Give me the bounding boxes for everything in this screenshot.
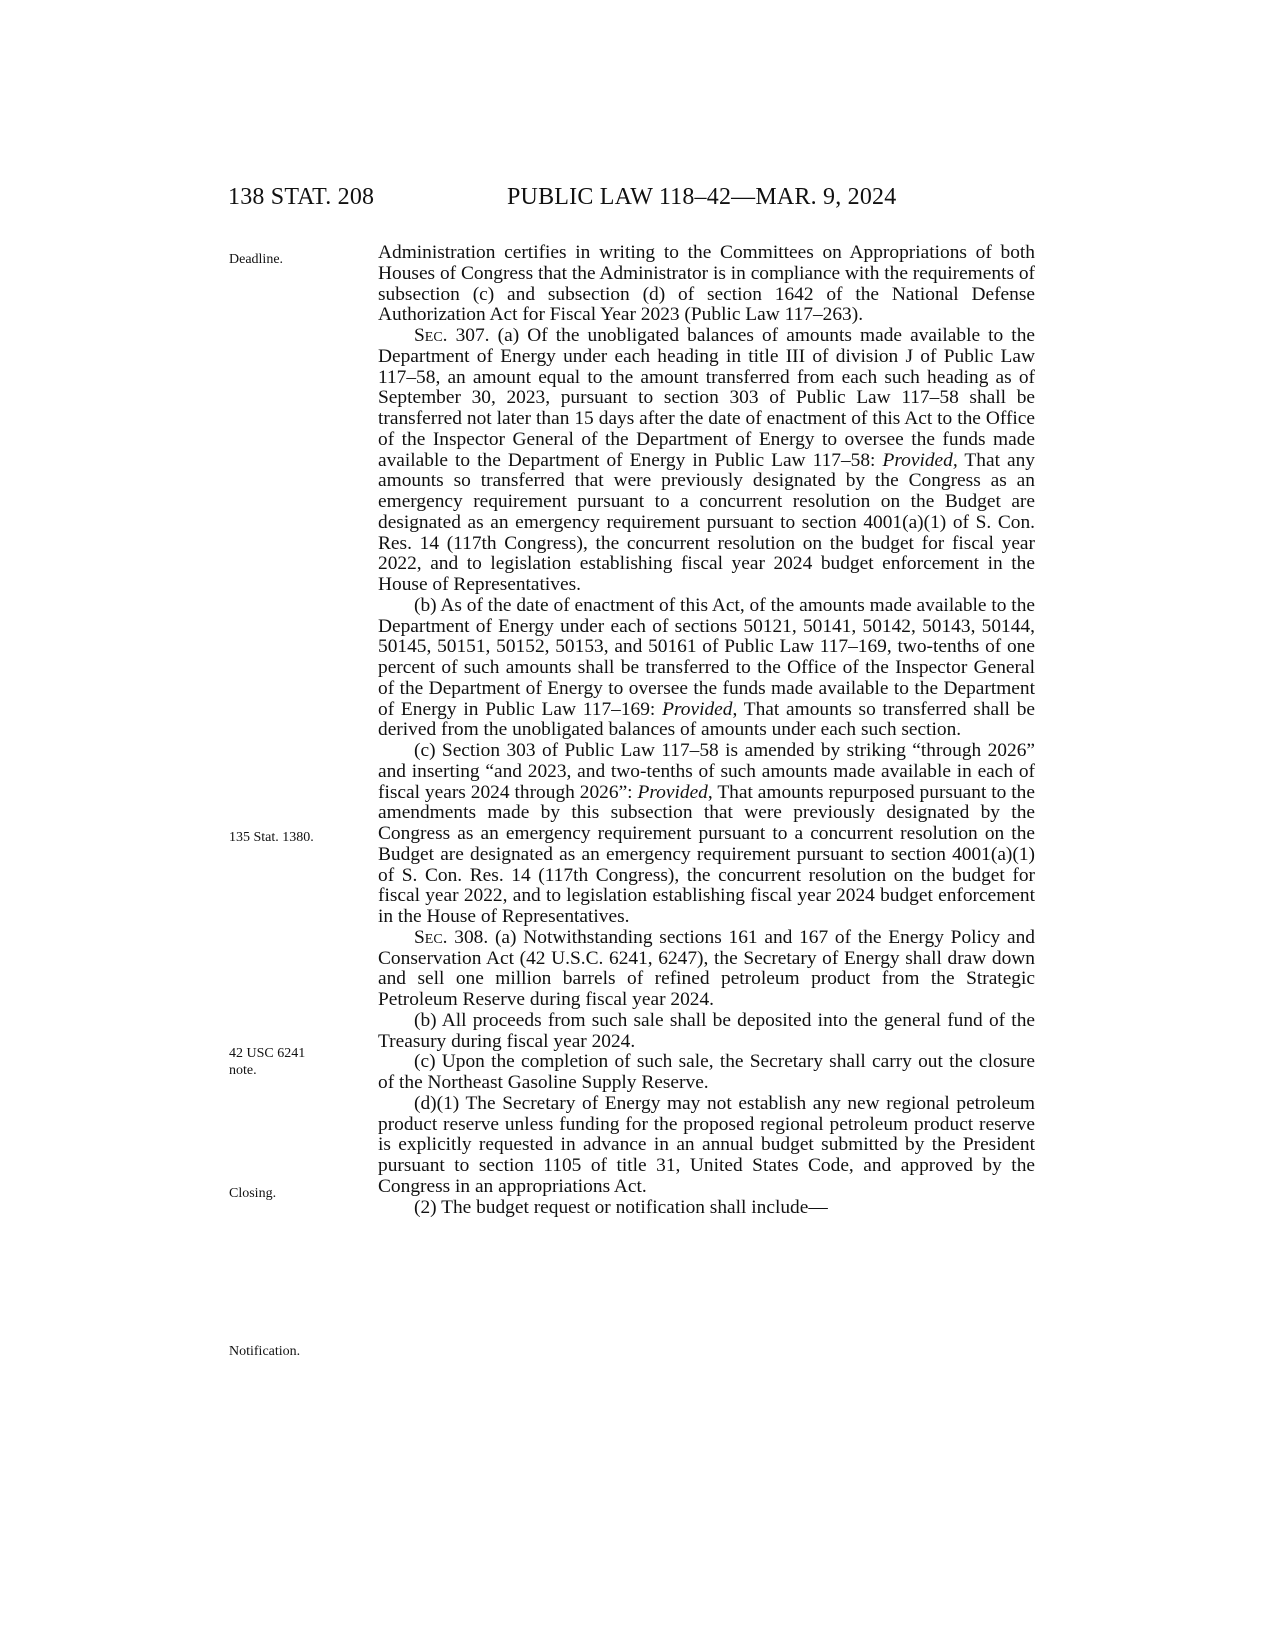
section-label-308: Sec. 308. (414, 926, 489, 948)
margin-note-usc-line2: note. (229, 1063, 257, 1078)
sec-307-c-text-cont: , That amounts repurposed pursuant to the amendments made by this subsection that were previously designated by the Congress as an emergency requirement pursuant to a concurrent resolution on the Budget are designated as an emergency requirement pursuant to section 4001(a)(1) of S. Con. Res. 14 (117th Congress), the concurrent resolution on the budget for fiscal year 2022, and to legislation establishing fiscal year 2024 budget enforcement in the House of Representatives. (378, 781, 1035, 927)
paragraph-sec-308-d2: (2) The budget request or notification shall include— (414, 1196, 828, 1218)
paragraph-continuation: Administration certifies in writing to the Committees on Appropriations of both Houses of Congress that the Administrator is in compliance with the requirements of subsection (c) and subsection (d) of section 1642 of the National Defense Authorization Act for Fiscal Year 2023 (Public Law 117–263). (378, 242, 1035, 326)
margin-note-notification: Notification. (229, 1344, 301, 1359)
margin-note-deadline: Deadline. (229, 252, 284, 267)
margin-note-closing: Closing. (229, 1186, 277, 1201)
sec-307-b-text-cont: , That amounts so transferred shall be derived from the unobligated balances of amounts under each such section. (378, 698, 1035, 741)
paragraph-sec-307-b (378, 596, 1035, 741)
margin-note-usc-line1: 42 USC 6241 (229, 1046, 306, 1061)
provided-italic-3: Provided (637, 781, 708, 803)
paragraph-sec-308-d1: (d)(1) The Secretary of Energy may not establish any new regional petroleum product reserve unless funding for the proposed regional petroleum product reserve is explicitly requested in advance in an annual budget submitted by the President pursuant to section 1105 of title 31, United States Code, and approved by the Congress in an appropriations Act. (378, 1092, 1035, 1197)
running-title: PUBLIC LAW 118–42—MAR. 9, 2024 (507, 184, 897, 210)
provided-italic: Provided, (882, 449, 958, 471)
margin-note-usc (229, 1045, 305, 1079)
sec-308-a-text: (a) Notwithstanding sections 161 and 167 of the Energy Policy and Conservation Act (42 U.S.C. 6241, 6247), the Secretary of Energy shall draw down and sell one million barrels of refined petroleum product from the Strategic Petroleum Reserve during fiscal year 2024. (378, 926, 1035, 1010)
stat-page-number: 138 STAT. 208 (228, 184, 375, 210)
sec-307-a-text: (a) Of the unobligated balances of amounts made available to the Department of Energy under each heading in title III of division J of Public Law 117–58, an amount equal to the amount transferred from each such heading as of September 30, 2023, pursuant to section 303 of Public Law 117–58 shall be transferred not later than 15 days after the date of enactment of this Act to the Office of the Inspector General of the Department of Energy to oversee the funds made available to the Department of Energy in Public Law 117–58: (378, 325, 1035, 471)
document-body (378, 243, 1035, 1218)
sec-307-b-text: (b) As of the date of enactment of this Act, of the amounts made available to the Department of Energy under each of sections 50121, 50141, 50142, 50143, 50144, 50145, 50151, 50152, 50153, and 50161 of Public Law 117–169, two-tenths of one percent of such amounts shall be transferred to the Office of the Inspector General of the Department of Energy to oversee the funds made available to the Department of Energy in Public Law 117–169: (378, 594, 1035, 720)
paragraph-sec-307-c (378, 741, 1035, 928)
page-header (228, 184, 1054, 224)
sec-307-c-text: (c) Section 303 of Public Law 117–58 is amended by striking “through 2026” and inserting “and 2023, and two-tenths of such amounts made available in each of fiscal years 2024 through 2026”: (378, 740, 1035, 803)
paragraph-sec-308-b: (b) All proceeds from such sale shall be deposited into the general fund of the Treasury during fiscal year 2024. (378, 1009, 1035, 1052)
paragraph-sec-308-a (378, 928, 1035, 1011)
paragraph-sec-308-c: (c) Upon the completion of such sale, the Secretary shall carry out the closure of the Northeast Gasoline Supply Reserve. (378, 1051, 1035, 1093)
section-label-307: Sec. 307. (414, 325, 490, 346)
provided-italic-2: Provided (662, 698, 733, 720)
margin-note-stat-ref: 135 Stat. 1380. (229, 830, 314, 845)
sec-307-a-text-cont: That any amounts so transferred that were previously designated by the Congress as an emergency requirement pursuant to a concurrent resolution on the Budget are designated as an emergency requirement pursuant to section 4001(a)(1) of S. Con. Res. 14 (117th Congress), the concurrent resolution on the budget for fiscal year 2022, and to legislation establishing fiscal year 2024 budget enforcement in the House of Representatives. (378, 449, 1035, 595)
paragraph-sec-307-a (378, 326, 1035, 596)
